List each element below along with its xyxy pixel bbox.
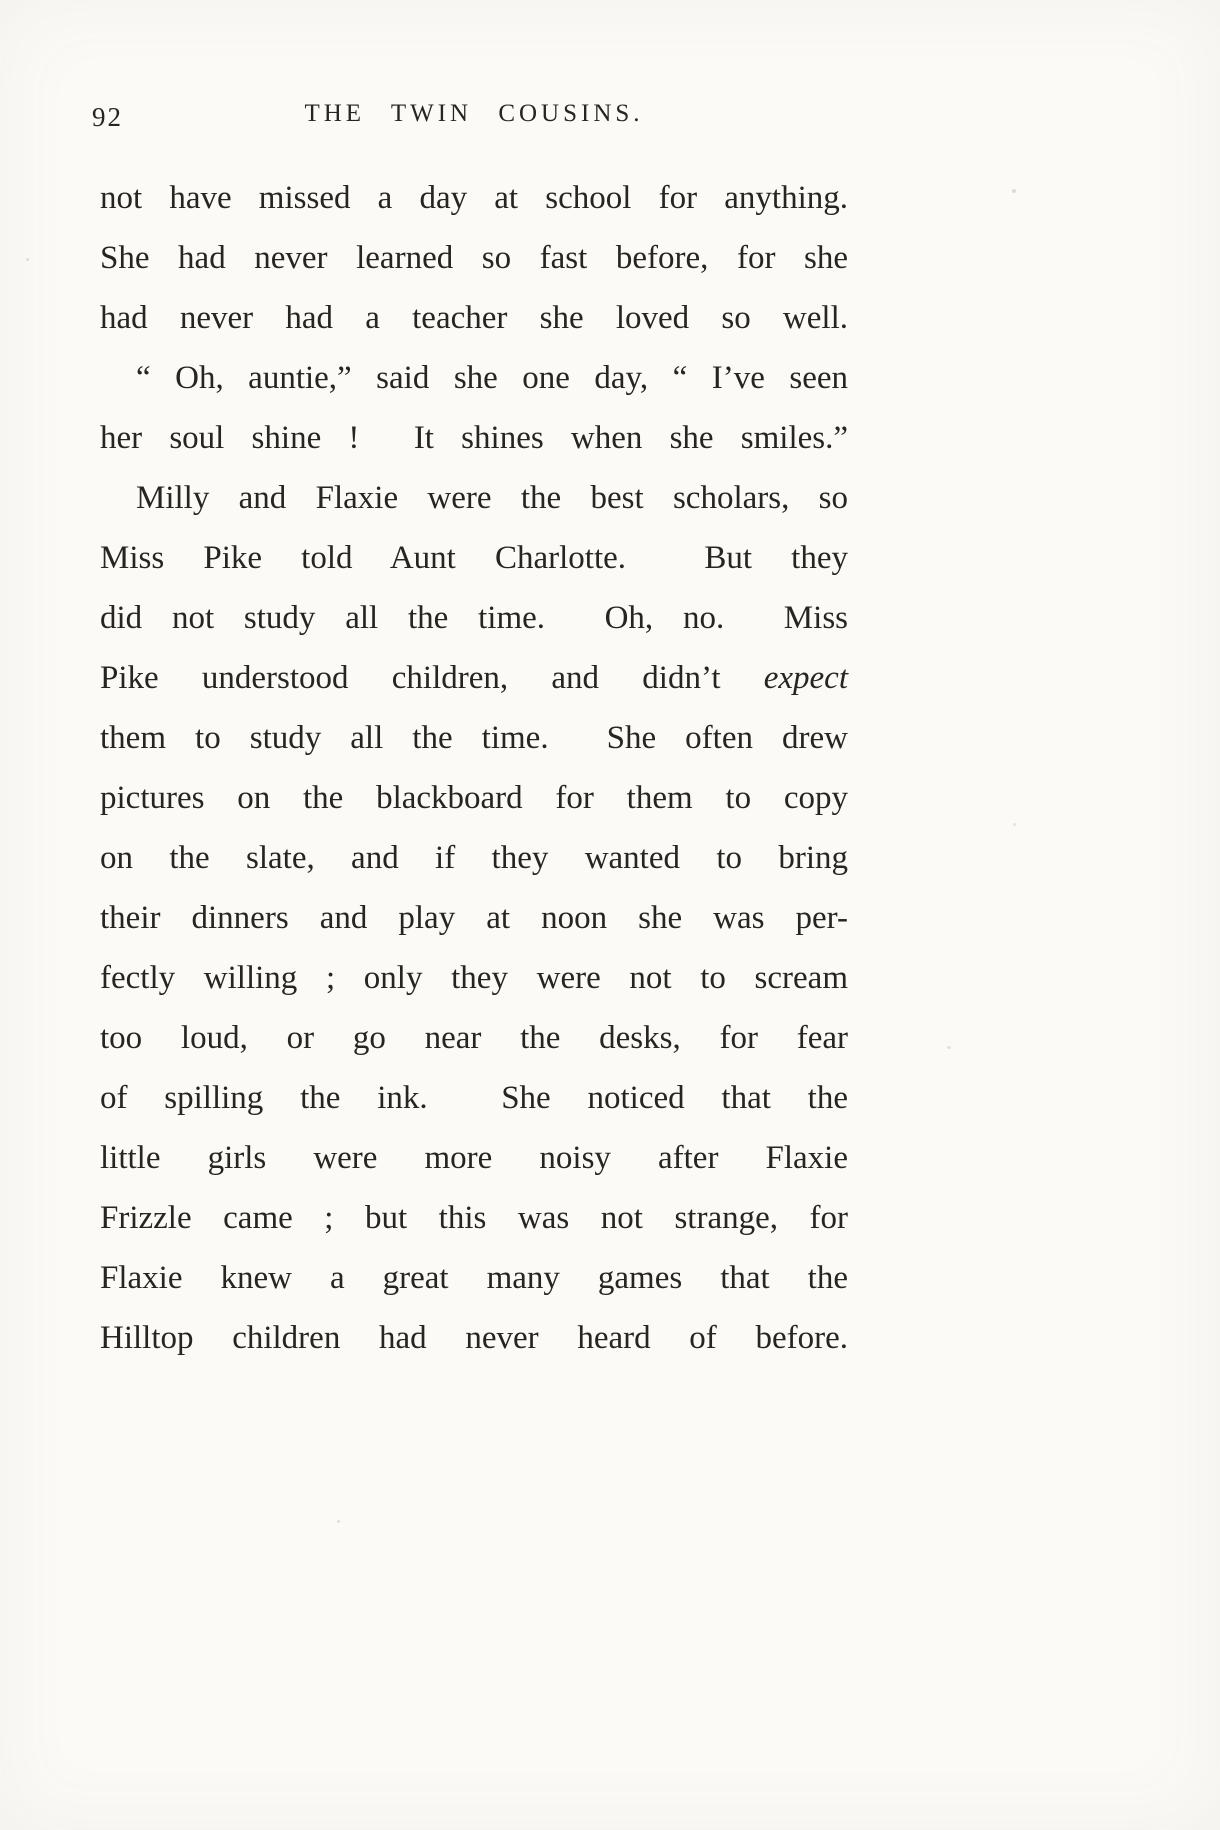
body-text: of spilling the ink. She noticed that the	[100, 1080, 848, 1116]
body-text: not have missed a day at school for anything.	[100, 180, 848, 216]
body-text: Pike understood children, and didn’t	[100, 660, 764, 696]
text-line	[100, 408, 848, 468]
text-line	[100, 528, 848, 588]
scan-speck	[337, 1520, 340, 1523]
text-line	[100, 1308, 848, 1368]
scan-speck	[1012, 189, 1016, 193]
body-text: Flaxie knew a great many games that the	[100, 1260, 848, 1296]
body-text: their dinners and play at noon she was per-	[100, 900, 848, 936]
body-text: fectly willing ; only they were not to scream	[100, 960, 848, 996]
body-text: Milly and Flaxie were the best scholars, so	[136, 480, 848, 516]
body-text: pictures on the blackboard for them to copy	[100, 780, 848, 816]
body-text: had never had a teacher she loved so well.	[100, 300, 848, 336]
page-header	[92, 100, 848, 136]
scan-speck	[26, 258, 29, 261]
text-line	[100, 468, 848, 528]
body-text: her soul shine ! It shines when she smiles.”	[100, 420, 848, 456]
body-text: Hilltop children had never heard of before.	[100, 1320, 848, 1356]
body-text: She had never learned so fast before, for she	[100, 240, 848, 276]
body-text: did not study all the time. Oh, no. Miss	[100, 600, 848, 636]
body-text: “ Oh, auntie,” said she one day, “ I’ve seen	[136, 360, 848, 396]
scan-speck	[1013, 823, 1016, 826]
text-lines	[100, 168, 848, 1368]
text-line	[100, 708, 848, 768]
text-line	[100, 1248, 848, 1308]
text-line	[100, 588, 848, 648]
italic-text: expect	[763, 660, 848, 696]
body-text: too loud, or go near the desks, for fear	[100, 1020, 848, 1056]
body-text: little girls were more noisy after Flaxie	[100, 1140, 848, 1176]
text-line	[100, 768, 848, 828]
text-line	[100, 888, 848, 948]
text-line	[100, 1128, 848, 1188]
page-number: 92	[92, 102, 123, 132]
text-line	[100, 828, 848, 888]
text-line	[100, 348, 848, 408]
body-text: Miss Pike told Aunt Charlotte. But they	[100, 540, 848, 576]
text-line	[100, 1008, 848, 1068]
text-line	[100, 288, 848, 348]
text-line	[100, 648, 848, 708]
body-text: Frizzle came ; but this was not strange, for	[100, 1200, 848, 1236]
text-line	[100, 1068, 848, 1128]
running-header-title: THE TWIN COUSINS.	[304, 100, 644, 127]
body-text: on the slate, and if they wanted to bring	[100, 840, 848, 876]
body-text: them to study all the time. She often drew	[100, 720, 848, 756]
text-line	[100, 948, 848, 1008]
text-line	[100, 168, 848, 228]
scan-speck	[947, 1046, 951, 1049]
text-line	[100, 1188, 848, 1248]
text-line	[100, 228, 848, 288]
